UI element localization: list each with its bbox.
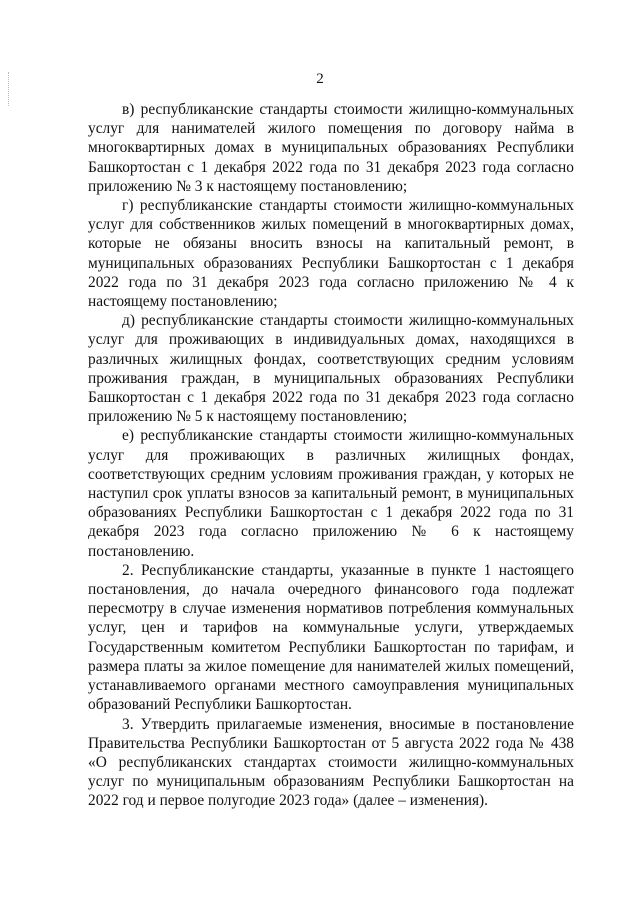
paragraph-g: г) республиканские стандарты стоимости жилищно-коммунальных услуг для собственников жилых помещений в многоквартирных домах, которые не обязаны вносить взносы на капитальный ремонт, в муниципальных образованиях Республики Башкортостан с 1 декабря 2022 года по 31 декабря 2023 года согласно приложению № 4 к настоящему постановлению; [88,197,574,311]
paragraph-2: 2. Республиканские стандарты, указанные в пункте 1 настоящего постановления, до начала очередного финансового года подлежат пересмотру в случае изменения нормативов потребления коммунальных услуг, цен и тарифов на коммунальные услуги, утверждаемых Государственным комитетом Республики Башкортостан по тарифам, и размера платы за жилое помещение для нанимателей жилых помещений, устанавливаемого органами местного самоуправления муниципальных образований Республики Башкортостан. [88,561,574,714]
paragraph-3: 3. Утвердить прилагаемые изменения, вносимые в постановление Правительства Республики Башкортостан от 5 августа 2022 года № 438 «О республиканских стандартах стоимости жилищно-коммунальных услуг по муниципальным образованиям Республики Башкортостан на 2022 год и первое полугодие 2023 года» (далее – изменения). [88,715,574,810]
paragraph-d: д) республиканские стандарты стоимости жилищно-коммунальных услуг для проживающих в индивидуальных домах, находящихся в различных жилищных фондах, соответствующих средним условиям проживания граждан, в муниципальных образованиях Республики Башкортостан с 1 декабря 2022 года по 31 декабря 2023 года согласно приложению № 5 к настоящему постановлению; [88,312,574,426]
document-body [88,100,574,811]
paragraph-v: в) республиканские стандарты стоимости жилищно-коммунальных услуг для нанимателей жилого помещения по договору найма в многоквартирных домах в муниципальных образованиях Республики Башкортостан с 1 декабря 2022 года по 31 декабря 2023 года согласно приложению № 3 к настоящему постановлению; [88,101,574,195]
page-number: 2 [316,71,324,87]
paragraph-e: е) республиканские стандарты стоимости жилищно-коммунальных услуг для проживающих в различных жилищных фондах, соответствующих средним условиям проживания граждан, у которых не наступил срок уплаты взносов за капитальный ремонт, в муниципальных образованиях Республики Башкортостан с 1 декабря 2022 года по 31 декабря 2023 года согласно приложению № 6 к настоящему постановлению. [88,427,574,560]
